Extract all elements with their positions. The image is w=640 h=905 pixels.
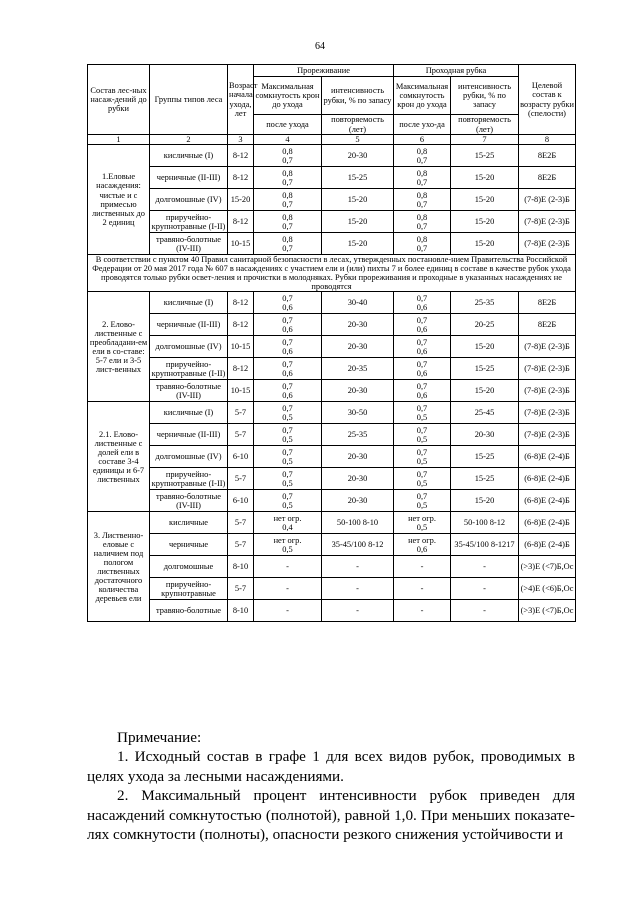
thinning-density-cell [254, 424, 322, 446]
thinning-density-cell-before: 0,7 [282, 315, 293, 325]
age-cell: 10-15 [228, 380, 254, 402]
passage-density-cell [394, 145, 451, 167]
thinning-intensity-cell: - [322, 556, 394, 578]
age-cell: 8-10 [228, 600, 254, 622]
column-number: 4 [254, 135, 322, 145]
passage-density-cell-before: - [420, 584, 424, 594]
passage-density-cell-after: 0,5 [416, 500, 428, 510]
target-composition-cell: (6-8)Е (2-4)Б [519, 512, 576, 534]
passage-density-cell [394, 600, 451, 622]
thinning-density-cell-after: 0,5 [282, 544, 293, 554]
thinning-density-cell-before: 0,8 [282, 146, 293, 156]
forest-type-cell: травяно-болотные [150, 600, 228, 622]
thinning-density-cell-before: 0,8 [282, 168, 293, 178]
header-intensity-p: интенсивность рубки, % по запасу [451, 77, 519, 115]
passage-density-cell-before: 0,7 [416, 359, 428, 369]
thinning-density-cell-after: 0,5 [282, 412, 293, 422]
passage-density-cell [394, 189, 451, 211]
table-row [88, 167, 576, 189]
passage-density-cell [394, 556, 451, 578]
forest-type-cell: долгомошные (IV) [150, 336, 228, 358]
passage-density-cell [394, 578, 451, 600]
thinning-density-cell [254, 380, 322, 402]
age-cell: 5-7 [228, 578, 254, 600]
header-age: Возраст начала ухода, лет [228, 65, 254, 135]
passage-density-cell-after: 0,5 [416, 456, 428, 466]
passage-density-cell [394, 211, 451, 233]
thinning-density-cell-before: нет огр. [273, 513, 302, 523]
table-row [88, 446, 576, 468]
thinning-density-cell-before: 0,7 [282, 293, 293, 303]
forest-type-cell: приручейно-крупнотравные (I-II) [150, 358, 228, 380]
passage-density-cell [394, 336, 451, 358]
target-composition-cell: 8Е2Б [519, 167, 576, 189]
passage-density-cell-before: 0,8 [416, 146, 428, 156]
thinning-density-cell-before: 0,7 [282, 359, 293, 369]
forest-type-cell: травяно-болотные (IV-III) [150, 490, 228, 512]
target-composition-cell: (>3)Е (<7)Б,Ос [519, 600, 576, 622]
target-composition-cell: (6-8)Е (2-4)Б [519, 468, 576, 490]
passage-density-cell [394, 512, 451, 534]
table-row [88, 534, 576, 556]
thinning-intensity-cell: 15-20 [322, 211, 394, 233]
thinning-density-cell-after: 0,7 [282, 177, 293, 187]
table-row [88, 145, 576, 167]
target-composition-cell: (7-8)Е (2-3)Б [519, 424, 576, 446]
group-label: 1.Еловые насаждения: чистые и с примесью лиственных до 2 единиц [88, 145, 150, 255]
table-row [88, 233, 576, 255]
column-number: 5 [322, 135, 394, 145]
thinning-density-cell-before: 0,7 [282, 403, 293, 413]
age-cell: 10-15 [228, 336, 254, 358]
age-cell: 5-7 [228, 468, 254, 490]
age-cell: 8-10 [228, 556, 254, 578]
forest-type-cell: черничные (II-III) [150, 167, 228, 189]
forest-type-cell: черничные (II-III) [150, 314, 228, 336]
age-cell: 8-12 [228, 167, 254, 189]
passage-intensity-cell: 15-25 [451, 145, 519, 167]
table-row [88, 468, 576, 490]
age-cell: 5-7 [228, 424, 254, 446]
passage-density-cell-before: 0,7 [416, 447, 428, 457]
header-repeat: повторяемость (лет) [322, 115, 394, 135]
thinning-intensity-cell: 20-30 [322, 490, 394, 512]
passage-intensity-cell: 20-30 [451, 424, 519, 446]
table-row [88, 512, 576, 534]
header-max-density-p: Максимальная сомкнутость крон до ухода [394, 77, 451, 115]
header-intensity: интенсивность рубки, % по запасу [322, 77, 394, 115]
thinning-density-cell-before: 0,8 [282, 212, 293, 222]
passage-density-cell [394, 314, 451, 336]
target-composition-cell: (7-8)Е (2-3)Б [519, 380, 576, 402]
notes-section [87, 728, 575, 844]
thinning-density-cell [254, 189, 322, 211]
thinning-density-cell-after: 0,6 [282, 346, 293, 356]
passage-intensity-cell: - [451, 600, 519, 622]
header-target: Целевой состав к возрасту рубки (спелости) [519, 65, 576, 135]
passage-intensity-cell: 25-45 [451, 402, 519, 424]
passage-density-cell-before: 0,8 [416, 168, 428, 178]
thinning-density-cell-after: 0,6 [282, 324, 293, 334]
passage-density-cell-after: 0,7 [416, 155, 428, 165]
thinning-density-cell-before: 0,7 [282, 491, 293, 501]
passage-density-cell-before: - [420, 606, 424, 616]
age-cell: 8-12 [228, 211, 254, 233]
target-composition-cell: (7-8)Е (2-3)Б [519, 402, 576, 424]
thinning-density-cell-after: 0,5 [282, 456, 293, 466]
thinning-density-cell-after: 0,7 [282, 155, 293, 165]
passage-density-cell-after: 0,5 [416, 478, 428, 488]
thinning-density-cell-after: 0,6 [282, 302, 293, 312]
age-cell: 10-15 [228, 233, 254, 255]
thinning-density-cell [254, 600, 322, 622]
passage-density-cell [394, 490, 451, 512]
header-thinning: Прореживание [254, 65, 394, 77]
thinning-density-cell-after: 0,7 [282, 221, 293, 231]
passage-density-cell [394, 233, 451, 255]
passage-density-cell-before: 0,7 [416, 425, 428, 435]
thinning-density-cell-after: 0,5 [282, 434, 293, 444]
care-felling-table [87, 64, 576, 622]
passage-density-cell [394, 534, 451, 556]
passage-intensity-cell: 15-20 [451, 189, 519, 211]
age-cell: 8-12 [228, 358, 254, 380]
column-number: 3 [228, 135, 254, 145]
passage-density-cell-after: 0,7 [416, 243, 428, 253]
thinning-intensity-cell: - [322, 600, 394, 622]
passage-intensity-cell: 20-25 [451, 314, 519, 336]
target-composition-cell: (>4)Е (<6)Б,Ос [519, 578, 576, 600]
thinning-density-cell [254, 512, 322, 534]
column-number: 6 [394, 135, 451, 145]
forest-type-cell: приручейно-крупнотравные (I-II) [150, 468, 228, 490]
thinning-density-cell-before: 0,7 [282, 425, 293, 435]
age-cell: 8-12 [228, 145, 254, 167]
table-row [88, 292, 576, 314]
page-number: 64 [315, 41, 325, 52]
forest-type-cell: черничные (II-III) [150, 424, 228, 446]
thinning-density-cell [254, 490, 322, 512]
thinning-intensity-cell: 15-20 [322, 233, 394, 255]
column-number: 8 [519, 135, 576, 145]
thinning-intensity-cell: 20-35 [322, 358, 394, 380]
group-label: 2.1. Елово-лиственные с долей ели в составе 3-4 единицы и 6-7 лиственных [88, 402, 150, 512]
header-repeat-p: повторяемость (лет) [451, 115, 519, 135]
passage-intensity-cell: 15-20 [451, 490, 519, 512]
thinning-density-cell [254, 468, 322, 490]
passage-density-cell-before: 0,7 [416, 293, 428, 303]
passage-density-cell-after: 0,6 [416, 302, 428, 312]
passage-density-cell-after: 0,6 [416, 390, 428, 400]
thinning-density-cell [254, 402, 322, 424]
passage-density-cell-before: 0,8 [416, 212, 428, 222]
column-number: 7 [451, 135, 519, 145]
note-2: 2. Максимальный процент интенсивности рубок приведен для насаждений сомкнутостью (полнотой), равной 1,0. При меньших показате-лях сомкнутости (полноты), опасности резкого снижения устойчивости и [87, 787, 575, 844]
passage-density-cell-after: 0,5 [416, 522, 428, 532]
passage-density-cell-before: - [420, 562, 424, 572]
header-passage: Проходная рубка [394, 65, 519, 77]
thinning-density-cell-after: 0,6 [282, 368, 293, 378]
thinning-intensity-cell: 15-25 [322, 167, 394, 189]
target-composition-cell: (6-8)Е (2-4)Б [519, 446, 576, 468]
passage-intensity-cell: 15-20 [451, 211, 519, 233]
age-cell: 8-12 [228, 314, 254, 336]
thinning-density-cell-before: 0,8 [282, 234, 293, 244]
column-number-row [88, 135, 576, 145]
thinning-density-cell-before: - [286, 606, 289, 616]
passage-density-cell [394, 446, 451, 468]
thinning-intensity-cell: 20-30 [322, 468, 394, 490]
thinning-density-cell [254, 534, 322, 556]
passage-density-cell-after: 0,6 [416, 346, 428, 356]
target-composition-cell: (7-8)Е (2-3)Б [519, 233, 576, 255]
passage-density-cell-before: 0,8 [416, 234, 428, 244]
passage-intensity-cell: 15-25 [451, 358, 519, 380]
thinning-density-cell [254, 292, 322, 314]
header-forest-types: Группы типов леса [150, 65, 228, 135]
table-row [88, 402, 576, 424]
passage-density-cell-before: 0,7 [416, 491, 428, 501]
age-cell: 15-20 [228, 189, 254, 211]
age-cell: 8-12 [228, 292, 254, 314]
group-label: 3. Лиственно-еловые с наличием под пологом лиственных достаточного количества деревьев ели [88, 512, 150, 622]
forest-type-cell: кисличные (I) [150, 145, 228, 167]
thinning-intensity-cell: 20-30 [322, 446, 394, 468]
group-label: 2. Елово-лиственные с преобладани-ем ели в со-ставе: 5-7 ели и 3-5 лист-венных [88, 292, 150, 402]
table-row [88, 380, 576, 402]
passage-intensity-cell: 35-45/100 8-1217 [451, 534, 519, 556]
target-composition-cell: 8Е2Б [519, 314, 576, 336]
thinning-density-cell-before: 0,7 [282, 381, 293, 391]
thinning-density-cell [254, 211, 322, 233]
forest-type-cell: травяно-болотные (IV-III) [150, 380, 228, 402]
passage-intensity-cell: 15-20 [451, 380, 519, 402]
sanitary-rules-note: В соответствии с пунктом 40 Правил санитарной безопасности в лесах, утвержденных постановле-нием Правительства Российской Федерации от 20 мая 2017 года № 607 в насаждениях с участием ели и (или) пихты 7 и более единиц в составе в качестве рубок ухода проводятся только рубки освет-ления и прочистки в молодняках. Рубки прореживания и проходные в указанных насаждениях не проводятся [88, 255, 576, 292]
passage-intensity-cell: - [451, 556, 519, 578]
target-composition-cell: (6-8)Е (2-4)Б [519, 534, 576, 556]
note-1: 1. Исходный состав в графе 1 для всех видов рубок, проводимых в целях ухода за лесными насаждениями. [87, 748, 575, 785]
forest-type-cell: приручейно-крупнотравные [150, 578, 228, 600]
thinning-density-cell-before: 0,7 [282, 447, 293, 457]
thinning-density-cell-after: 0,4 [282, 522, 293, 532]
passage-density-cell-after: 0,5 [416, 434, 428, 444]
table-row [88, 490, 576, 512]
thinning-density-cell-before: 0,7 [282, 337, 293, 347]
target-composition-cell: (7-8)Е (2-3)Б [519, 189, 576, 211]
thinning-density-cell [254, 314, 322, 336]
table-row [88, 578, 576, 600]
thinning-density-cell-before: 0,7 [282, 469, 293, 479]
forest-type-cell: приручейно-крупнотравные (I-II) [150, 211, 228, 233]
passage-density-cell-after: 0,6 [416, 324, 428, 334]
note-row [88, 255, 576, 292]
table-row [88, 424, 576, 446]
notes-title: Примечание: [117, 729, 202, 746]
passage-density-cell [394, 292, 451, 314]
target-composition-cell: (7-8)Е (2-3)Б [519, 336, 576, 358]
passage-density-cell [394, 167, 451, 189]
forest-type-cell: долгомошные [150, 556, 228, 578]
column-number: 1 [88, 135, 150, 145]
passage-density-cell-before: нет огр. [408, 513, 436, 523]
passage-density-cell-after: 0,7 [416, 221, 428, 231]
thinning-density-cell [254, 145, 322, 167]
passage-density-cell [394, 380, 451, 402]
passage-density-cell-before: 0,7 [416, 381, 428, 391]
thinning-density-cell-before: 0,8 [282, 190, 293, 200]
thinning-density-cell-after: 0,7 [282, 243, 293, 253]
thinning-density-cell [254, 446, 322, 468]
passage-density-cell [394, 468, 451, 490]
thinning-density-cell [254, 578, 322, 600]
age-cell: 5-7 [228, 534, 254, 556]
passage-intensity-cell: 25-35 [451, 292, 519, 314]
forest-type-cell: долгомошные (IV) [150, 446, 228, 468]
forest-type-cell: кисличные (I) [150, 292, 228, 314]
column-number: 2 [150, 135, 228, 145]
thinning-intensity-cell: 35-45/100 8-12 [322, 534, 394, 556]
thinning-intensity-cell: 20-30 [322, 380, 394, 402]
target-composition-cell: (6-8)Е (2-4)Б [519, 490, 576, 512]
thinning-intensity-cell: 15-20 [322, 189, 394, 211]
passage-intensity-cell: - [451, 578, 519, 600]
age-cell: 5-7 [228, 512, 254, 534]
thinning-density-cell-after: 0,5 [282, 500, 293, 510]
age-cell: 6-10 [228, 490, 254, 512]
thinning-intensity-cell: 30-40 [322, 292, 394, 314]
thinning-density-cell-before: - [286, 562, 289, 572]
passage-intensity-cell: 15-20 [451, 167, 519, 189]
target-composition-cell: (7-8)Е (2-3)Б [519, 358, 576, 380]
passage-density-cell-after: 0,7 [416, 177, 428, 187]
target-composition-cell: 8Е2Б [519, 145, 576, 167]
forest-type-cell: черничные [150, 534, 228, 556]
header-after-care: после ухода [254, 115, 322, 135]
passage-intensity-cell: 15-25 [451, 468, 519, 490]
thinning-density-cell-after: 0,6 [282, 390, 293, 400]
thinning-density-cell-after: 0,7 [282, 199, 293, 209]
target-composition-cell: (>3)Е (<7)Б,Ос [519, 556, 576, 578]
passage-density-cell-after: 0,6 [416, 544, 428, 554]
target-composition-cell: 8Е2Б [519, 292, 576, 314]
thinning-density-cell-before: нет огр. [273, 535, 302, 545]
table-row [88, 600, 576, 622]
forest-type-cell: кисличные [150, 512, 228, 534]
forest-type-cell: кисличные (I) [150, 402, 228, 424]
thinning-density-cell-before: - [286, 584, 289, 594]
passage-density-cell-before: нет огр. [408, 535, 436, 545]
table-row [88, 556, 576, 578]
table-row [88, 189, 576, 211]
thinning-intensity-cell: - [322, 578, 394, 600]
passage-density-cell-before: 0,7 [416, 403, 428, 413]
passage-intensity-cell: 15-20 [451, 336, 519, 358]
passage-density-cell-before: 0,8 [416, 190, 428, 200]
forest-type-cell: долгомошные (IV) [150, 189, 228, 211]
passage-density-cell-after: 0,6 [416, 368, 428, 378]
passage-density-cell [394, 402, 451, 424]
passage-intensity-cell: 50-100 8-12 [451, 512, 519, 534]
header-after-care-p: после ухо-да [394, 115, 451, 135]
passage-density-cell-before: 0,7 [416, 469, 428, 479]
thinning-density-cell [254, 556, 322, 578]
thinning-density-cell [254, 358, 322, 380]
header-composition: Состав лес-ных насаж-дений до рубки [88, 65, 150, 135]
passage-density-cell-before: 0,7 [416, 337, 428, 347]
thinning-intensity-cell: 20-30 [322, 336, 394, 358]
passage-intensity-cell: 15-20 [451, 233, 519, 255]
forest-type-cell: травяно-болотные (IV-III) [150, 233, 228, 255]
table-row [88, 314, 576, 336]
table-row [88, 336, 576, 358]
thinning-density-cell [254, 233, 322, 255]
table-row [88, 211, 576, 233]
thinning-density-cell [254, 336, 322, 358]
age-cell: 5-7 [228, 402, 254, 424]
thinning-density-cell [254, 167, 322, 189]
thinning-intensity-cell: 30-50 [322, 402, 394, 424]
header-max-density: Максимальная сомкнутость крон до ухода [254, 77, 322, 115]
thinning-intensity-cell: 25-35 [322, 424, 394, 446]
thinning-intensity-cell: 50-100 8-10 [322, 512, 394, 534]
passage-density-cell-before: 0,7 [416, 315, 428, 325]
passage-density-cell-after: 0,7 [416, 199, 428, 209]
age-cell: 6-10 [228, 446, 254, 468]
thinning-density-cell-after: 0,5 [282, 478, 293, 488]
thinning-intensity-cell: 20-30 [322, 145, 394, 167]
target-composition-cell: (7-8)Е (2-3)Б [519, 211, 576, 233]
thinning-intensity-cell: 20-30 [322, 314, 394, 336]
passage-density-cell-after: 0,5 [416, 412, 428, 422]
passage-density-cell [394, 424, 451, 446]
passage-density-cell [394, 358, 451, 380]
table-row [88, 358, 576, 380]
passage-intensity-cell: 15-25 [451, 446, 519, 468]
